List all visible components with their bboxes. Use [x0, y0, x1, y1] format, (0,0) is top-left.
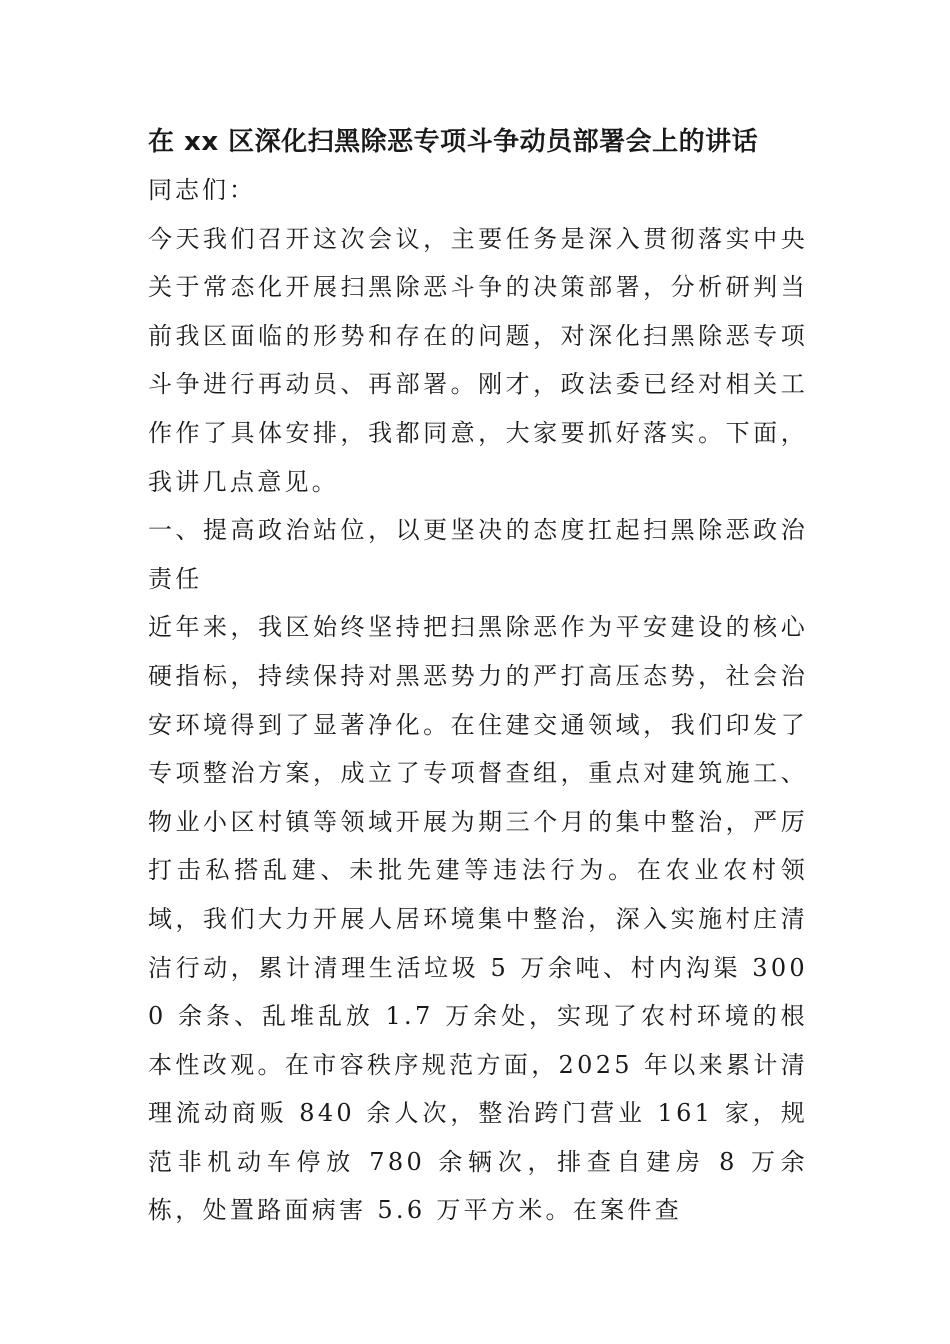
- document-page: [148, 118, 808, 1235]
- document-title: 在 xx 区深化扫黑除恶专项斗争动员部署会上的讲话: [148, 127, 759, 157]
- section-body-paragraph: 近年来，我区始终坚持把扫黑除恶作为平安建设的核心硬指标，持续保持对黑恶势力的严打高压态势，社会治安环境得到了显著净化。在住建交通领域，我们印发了专项整治方案，成立了专项督查组，重点对建筑施工、物业小区村镇等领域开展为期三个月的集中整治，严厉打击私搭乱建、未批先建等违法行为。在农业农村领域，我们大力开展人居环境集中整治，深入实施村庄清洁行动，累计清理生活垃圾 5 万余吨、村内沟渠 3000 余条、乱堆乱放 1.7 万余处，实现了农村环境的根本性改观。在市容秩序规范方面，2025 年以来累计清理流动商贩 840 余人次，整治跨门营业 161 家，规范非机动车停放 780 余辆次，排查自建房 8 万余栋，处置路面病害 5.6 万平方米。在案件查: [148, 613, 808, 1225]
- greeting: 同志们：: [148, 176, 256, 204]
- section-heading: 一、提高政治站位，以更坚决的态度扛起扫黑除恶政治责任: [148, 516, 808, 593]
- intro-paragraph: 今天我们召开这次会议，主要任务是深入贯彻落实中央关于常态化开展扫黑除恶斗争的决策部署，分析研判当前我区面临的形势和存在的问题，对深化扫黑除恶专项斗争进行再动员、再部署。刚才，政法委已经对相关工作作了具体安排，我都同意，大家要抓好落实。下面，我讲几点意见。: [148, 224, 808, 496]
